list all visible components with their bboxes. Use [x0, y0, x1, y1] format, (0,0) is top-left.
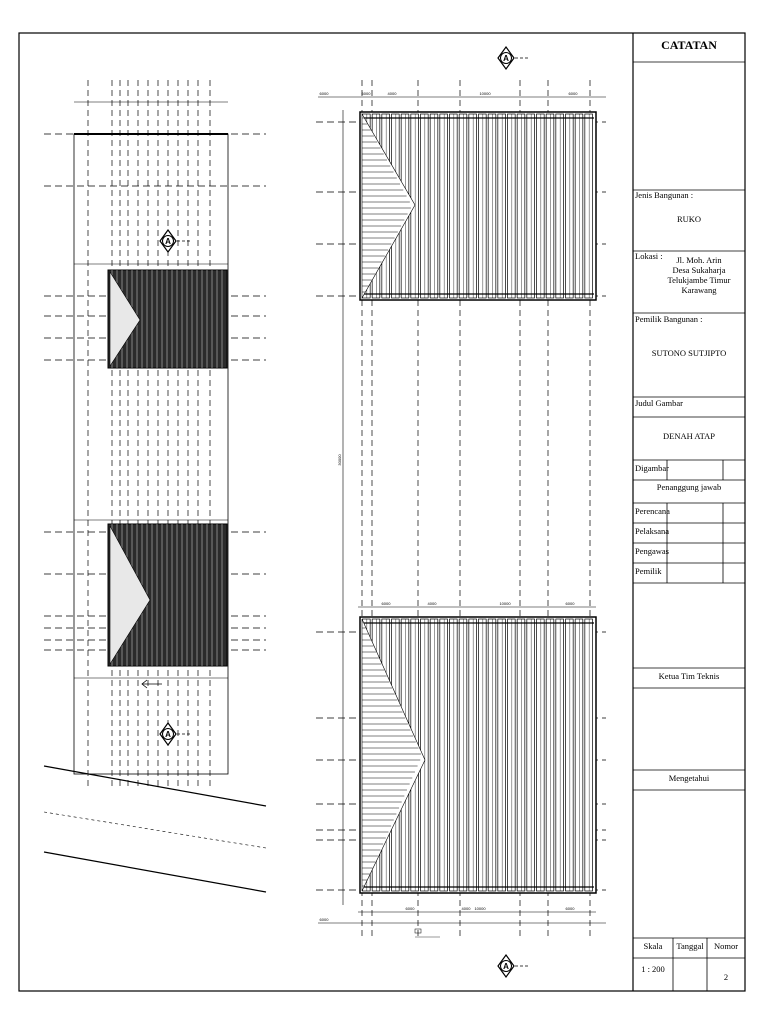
dimension-label: 10000: [499, 601, 511, 606]
dimension-label: 6000: [405, 906, 415, 911]
section-marker-icon: [498, 955, 528, 977]
notes-header: CATATAN: [661, 38, 717, 52]
dimension-label-vertical: 30000: [337, 454, 342, 466]
location-line-2: Desa Sukaharja: [672, 265, 726, 275]
building-type-value: RUKO: [676, 214, 702, 224]
section-marker-icon: [160, 230, 190, 252]
marker-label: A: [165, 237, 171, 246]
marker-label: A: [503, 54, 509, 63]
dimension-label: 6000: [381, 601, 391, 606]
owner-label: Pemilik Bangunan :: [635, 314, 703, 324]
grid-lines-vertical: [88, 80, 210, 790]
dimension-label: 4000: [427, 601, 437, 606]
dimension-label: 6000: [361, 91, 371, 96]
marker-label: A: [165, 730, 171, 739]
location-line-4: Karawang: [681, 285, 717, 295]
building-type-label: Jenis Bangunan :: [635, 190, 694, 200]
dimension-label-left: 6000: [319, 91, 329, 96]
location-line-1: Jl. Moh. Arin: [676, 255, 722, 265]
road-edge-3: [44, 852, 266, 892]
drawing-title-value: DENAH ATAP: [663, 431, 715, 441]
dimension-label-left: 6000: [319, 917, 329, 922]
dimension-label: 4000: [461, 906, 471, 911]
location-label: Lokasi :: [635, 251, 663, 261]
roof-plan-right: [316, 80, 606, 940]
dimension-label: 6000: [565, 906, 575, 911]
dimension-label: 10000: [474, 906, 486, 911]
role-owner: Pemilik: [635, 566, 662, 576]
role-supervisor: Pengawas: [635, 546, 669, 556]
drawing-title-label: Judul Gambar: [635, 398, 683, 408]
responsible-label: Penanggung jawab: [656, 482, 722, 492]
section-marker-icon: [160, 723, 190, 745]
role-planner: Perencana: [635, 506, 670, 516]
dimension-label: 10000: [479, 91, 491, 96]
number-label: Nomor: [713, 941, 739, 951]
number-value: 2: [723, 972, 729, 982]
tech-team-head-label: Ketua Tim Teknis: [658, 671, 720, 681]
marker-label: A: [503, 962, 509, 971]
acknowledged-label: Mengetahui: [668, 773, 710, 783]
site-plan-left: [44, 80, 266, 892]
road-edge-1: [44, 766, 266, 806]
date-label: Tanggal: [676, 941, 704, 951]
role-executor: Pelaksana: [635, 526, 669, 536]
dimension-label: 4000: [387, 91, 397, 96]
dimension-label: 6000: [565, 601, 575, 606]
scale-label: Skala: [643, 941, 663, 951]
scale-value: 1 : 200: [641, 964, 665, 974]
drawn-by-label: Digambar: [635, 463, 669, 473]
location-line-3: Telukjambe Timur: [667, 275, 731, 285]
owner-value: SUTONO SUTJIPTO: [651, 348, 727, 358]
title-block: [633, 33, 745, 991]
dimension-label: 6000: [568, 91, 578, 96]
section-marker-icon: [498, 47, 528, 69]
road-edge-2: [44, 812, 266, 848]
